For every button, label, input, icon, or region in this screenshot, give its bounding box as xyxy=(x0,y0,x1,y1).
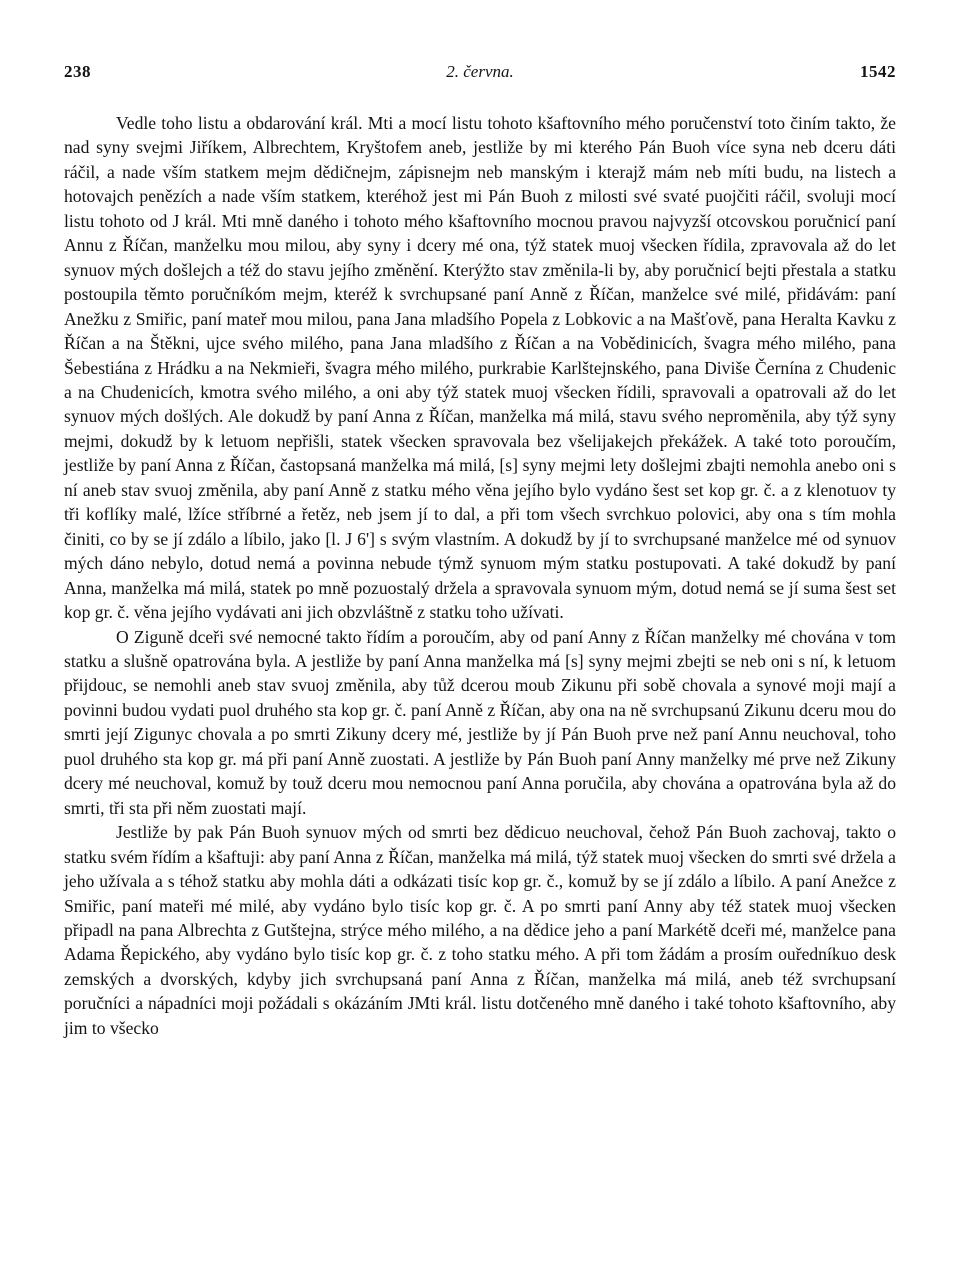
body-text xyxy=(64,111,896,1040)
document-page xyxy=(64,62,896,1040)
header-date: 2. června. xyxy=(446,62,514,81)
page-number: 238 xyxy=(64,62,91,81)
paragraph: Jestliže by pak Pán Buoh synuov mých od smrti bez dědicuo neuchoval, čehož Pán Buoh zachovaj, takto o statku svém řídím a kšaftuji: aby paní Anna z Říčan, manželka má milá, týž statek muoj všecken do smrti své držela a jeho užívala a s téhož statku aby mohla dáti a odkázati tisíc kop gr. č., komuž by se jí zdálo a líbilo. A paní Anežce z Smiřic, paní mateři mé milé, aby vydáno bylo tisíc kop gr. č. A po smrti paní Anny aby též statek muoj všecken připadl na pana Albrechta z Gutštejna, strýce mého milého, a na dědice jeho a paní Markétě dceři mé, manželce pana Adama Řepického, aby vydáno bylo tisíc kop gr. č. z toho statku mého. A při tom žádám a prosím ouředníkuo desk zemských a dvorských, kdyby jich svrchupsaná paní Anna z Říčan, manželka má milá, aneb též svrchupsaní poručníci a nápadníci moji požádali s okázáním JMti král. listu dotčeného mně daného i také tohoto kšaftovního, aby jim to všecko xyxy=(64,822,896,1038)
running-header xyxy=(64,62,896,88)
paragraph: Vedle toho listu a obdarování král. Mti a mocí listu tohoto kšaftovního mého poručenství toto činím takto, že nad syny svejmi Jiříkem, Albrechtem, Kryštofem aneb, jestliže by mi kterého Pán Buoh více syna neb dceru dáti ráčil, a nade vším statkem mejm dědičnejm, zápisnejm neb manským i kterajž mám neb míti budu, na listech a hotovajch penězích a nade vším statkem, kteréhož jest mi Pán Buoh z milosti své svaté puojčiti ráčil, svoluji mocí listu tohoto od J král. Mti mně daného i tohoto mého kšaftovního mocnou pravou najvyzší otcovskou poručnicí paní Annu z Říčan, manželku mou milou, aby syny i dcery mé ona, týž statek muoj všecken řídila, zpravovala až do let synuov mých došlejch a též do stavu jejího změnění. Kterýžto stav změnila-li by, aby poručnicí bejti přestala a statku postoupila těmto poručníkóm mejm, kteréž k svrchupsané paní Anně z Říčan, manželce své milé, přidávám: paní Anežku z Smiřic, paní mateř mou milou, pana Jana mladšího Popela z Lobkovic a na Mašťově, pana Heralta Kavku z Říčan a na Štěkni, ujce svého milého, pana Jana mladšího z Říčan a na Vobědinicích, švagra mého milého, pana Šebestiána z Hrádku a na Nekmieři, švagra mého milého, purkrabie Karlštejnského, pana Diviše Černína z Chudenic a na Chudenicích, kmotra svého milého, a oni aby týž statek muoj všecken řídili, spravovali a opatrovali až do let synuov mých došlých. Ale dokudž by paní Anna z Říčan, manželka má milá, stavu svého neproměnila, aby týž syny mejmi, dokudž by k letuom nepřišli, statek všecken spravovala bez všelijakejch překážek. A také toto poroučím, jestliže by paní Anna z Říčan, častopsaná manželka má milá, [s] syny mejmi lety došlejmi zbajti nemohla anebo oni s ní aneb stav svuoj změnila, aby paní Anně z statku mého věna jejího bylo vydáno šest set kop gr. č. a z klenotuov ty tři koflíky malé, lžíce stříbrné a řetěz, neb jsem jí to dal, a při tom všech svrchkuo polovici, aby ona s tím mohla činiti, co by se jí zdálo a líbilo, jako [l. J 6'] s svým vlastním. A dokudž by jí to svrchupsané manželce mé od synuov mých dáno nebylo, dotud nemá a povinna nebude týmž synuom mým statku postupovati. A také dokudž by paní Anna, manželka má milá, statek po mně pozuostalý držela a spravovala synuom mým, dotud nemá se jí suma šest set kop gr. č. věna jejího vydávati ani jich obzvláštně z statku toho užívati. xyxy=(64,113,896,623)
paragraph: O Ziguně dceři své nemocné takto řídím a poroučím, aby od paní Anny z Říčan manželky mé chována v tom statku a slušně opatrována byla. A jestliže by paní Anna manželka má [s] syny mejmi zbejti se neb oni s ní, k letuom přijdouc, se nemohli aneb stav svuoj změnila, aby tůž dcerou moub Zikunu při sobě chovala a synové moji mají a povinni budou vydati puol druhého sta kop gr. č. paní Anně z Říčan, aby ona na ně svrchupsanú Zikunu dceru mou do smrti její Zigunyc chovala a po smrti Zikuny dcery mé, jestliže by jí Pán Buoh prve než paní Annu neuchoval, toho puol druhého sta kop gr. má při paní Anně zuostati. A jestliže by Pán Buoh paní Anny manželky mé prve než Zikuny dcery mé neuchoval, komuž by touž dceru mou nemocnou paní Anna poručila, aby chována a opatrována byla až do smrti, tři sta při něm zuostati mají. xyxy=(64,626,896,818)
header-year: 1542 xyxy=(860,62,896,81)
